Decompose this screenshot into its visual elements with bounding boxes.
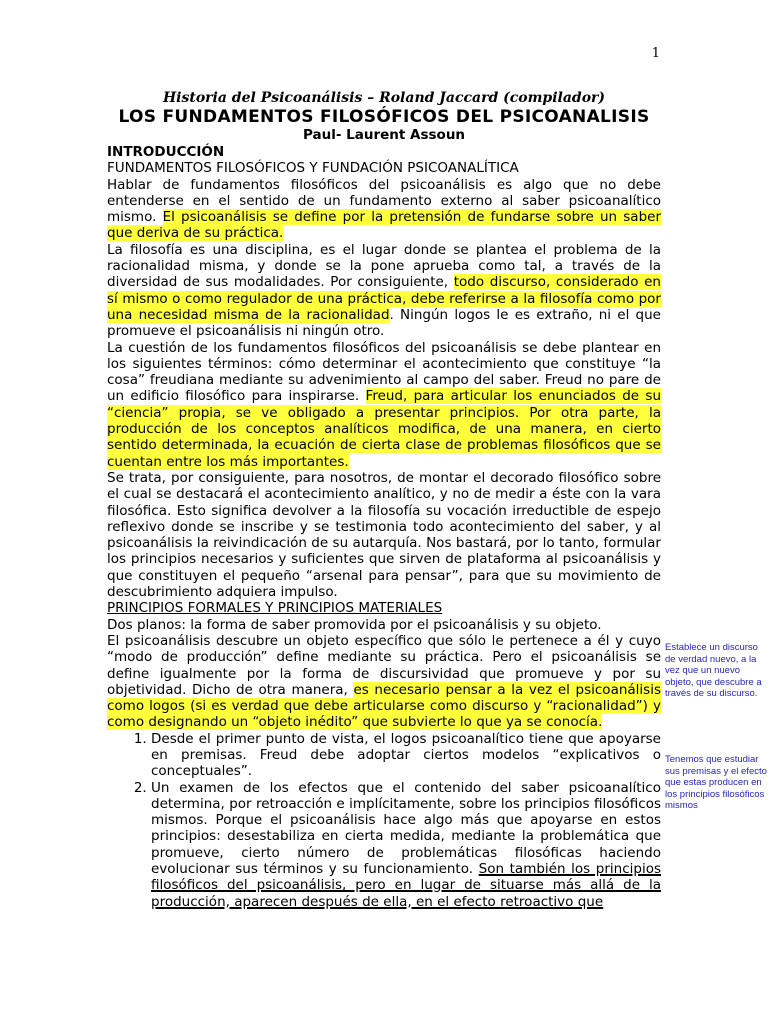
paragraph-2 (107, 242, 661, 340)
paragraph-2-text-end: . Ningún logos le es extraño, ni el que promueve el psicoanálisis ni ningún otro. (107, 306, 661, 340)
paragraph-5: Dos planos: la forma de saber promovida por el psicoanálisis y su objeto. (107, 616, 602, 633)
document-body (107, 144, 661, 910)
paragraph-2-text: La filosofía es una disciplina, es el lugar donde se plantea el problema de la racionalidad misma, y donde se la pone aprueba como tal, a través de la diversidad de sus modalidades. Por consiguiente, (107, 241, 661, 291)
underlined-text: Son también los principios filosóficos del psicoanálisis, pero en lugar de situarse más allá de la producción, aparecen después de ella, en el efecto retroactivo que (151, 861, 662, 910)
highlighted-text: El psicoanálisis se define por la pretensión de fundarse sobre un saber que deriva de su práctica. (107, 209, 661, 242)
author-name: Paul- Laurent Assoun (302, 127, 466, 143)
list-item (151, 780, 661, 910)
section-subheading: FUNDAMENTOS FILOSÓFICOS Y FUNDACIÓN PSICOANALÍTICA (107, 160, 519, 177)
paragraph-1 (107, 177, 661, 242)
paragraph-1-text: Hablar de fundamentos filosóficos del psicoanálisis es algo que no debe entenderse en el sentido de un fundamento externo al saber psicoanalítico mismo. (107, 176, 661, 226)
paragraph-3-text: La cuestión de los fundamentos filosóficos del psicoanálisis se debe plantear en los siguientes términos: cómo determinar el acontecimiento que constituye “la cosa” freudiana mediante su advenimiento al campo del saber. Freud no pare de un edificio filosófico para inspirarse. (107, 339, 661, 405)
highlighted-text: Freud, para articular los enunciados de su “ciencia” propia, se ve obligado a presentar principios. Por otra parte, la producción de los conceptos analíticos modifica, de una manera, en cierto sentido determinada, la ecuación de cierta clase de problemas filosóficos que se cuentan entre los más importantes. (107, 388, 661, 470)
paragraph-3 (107, 340, 661, 470)
list-item-text: Un examen de los efectos que el contenido del saber psicoanalítico determina, por retroacción e implícitamente, sobre los principios filosóficos mismos. Porque el psicoanálisis hace algo más que apoyarse en estos principios: desestabiliza en cierta medida, mediante la problemática que promueve, cierto número de problemáticas filosóficas haciendo evolucionar sus términos y su funcionamiento. (151, 779, 661, 878)
section-subheading-2: PRINCIPIOS FORMALES Y PRINCIPIOS MATERIALES (107, 600, 443, 617)
highlighted-text: es necesario pensar a la vez el psicoanálisis como logos (si es verdad que debe articularse como discurso y “racionalidad”) y como designando un “objeto inédito” que subvierte lo que ya se conocía. (107, 681, 661, 731)
document-title: LOS FUNDAMENTOS FILOSÓFICOS DEL PSICOANALISIS (118, 107, 650, 127)
page-number: 1 (651, 46, 660, 61)
paragraph-6-text: El psicoanálisis descubre un objeto específico que sólo le pertenece a él y cuyo “modo de producción” define mediante su práctica. Pero el psicoanálisis se define igualmente por la forma de discursividad que promueve y por su objetividad. Dicho de otra manera, (107, 632, 661, 698)
list-item-text: Desde el primer punto de vista, el logos psicoanalítico tiene que apoyarse en premisas. Freud debe adoptar ciertos modelos “explicativos o conceptuales”. (151, 730, 661, 780)
list-item (151, 731, 661, 780)
book-title: Historia del Psicoanálisis – Roland Jaccard (compilador) (162, 90, 606, 106)
paragraph-4: Se trata, por consiguiente, para nosotros, de montar el decorado filosófico sobre el cual se destacará el acontecimiento analítico, y no de medir a éste con la vara filosófica. Esto significa devolver a la filosofía su vocación irreductible de espejo reflexivo donde se inscribe y se testimonia todo acontecimiento del saber, y al psicoanálisis la reivindicación de su autarquía. Nos bastará, por lo tanto, formular los principios necesarios y suficientes que sirven de plataforma al psicoanálisis y que constituyen el pequeño “arsenal para pensar”, para que su movimiento de descubrimiento adquiera impulso. (107, 469, 661, 601)
section-heading: INTRODUCCIÓN (107, 144, 225, 160)
margin-comment-2: Tenemos que estudiar sus premisas y el efecto que estas producen en los principios filosóficos mismos (665, 754, 767, 811)
highlighted-text: todo discurso, considerado en sí mismo o como regulador de una práctica, debe referirse a la filosofía como por una necesidad misma de la racionalidad (107, 274, 661, 323)
document-header (107, 90, 661, 143)
numbered-list (107, 731, 661, 910)
paragraph-6 (107, 633, 661, 731)
margin-comment-1: Establece un discurso de verdad nuevo, a la vez que un nuevo objeto, que descubre a través de su discurso. (665, 642, 762, 699)
